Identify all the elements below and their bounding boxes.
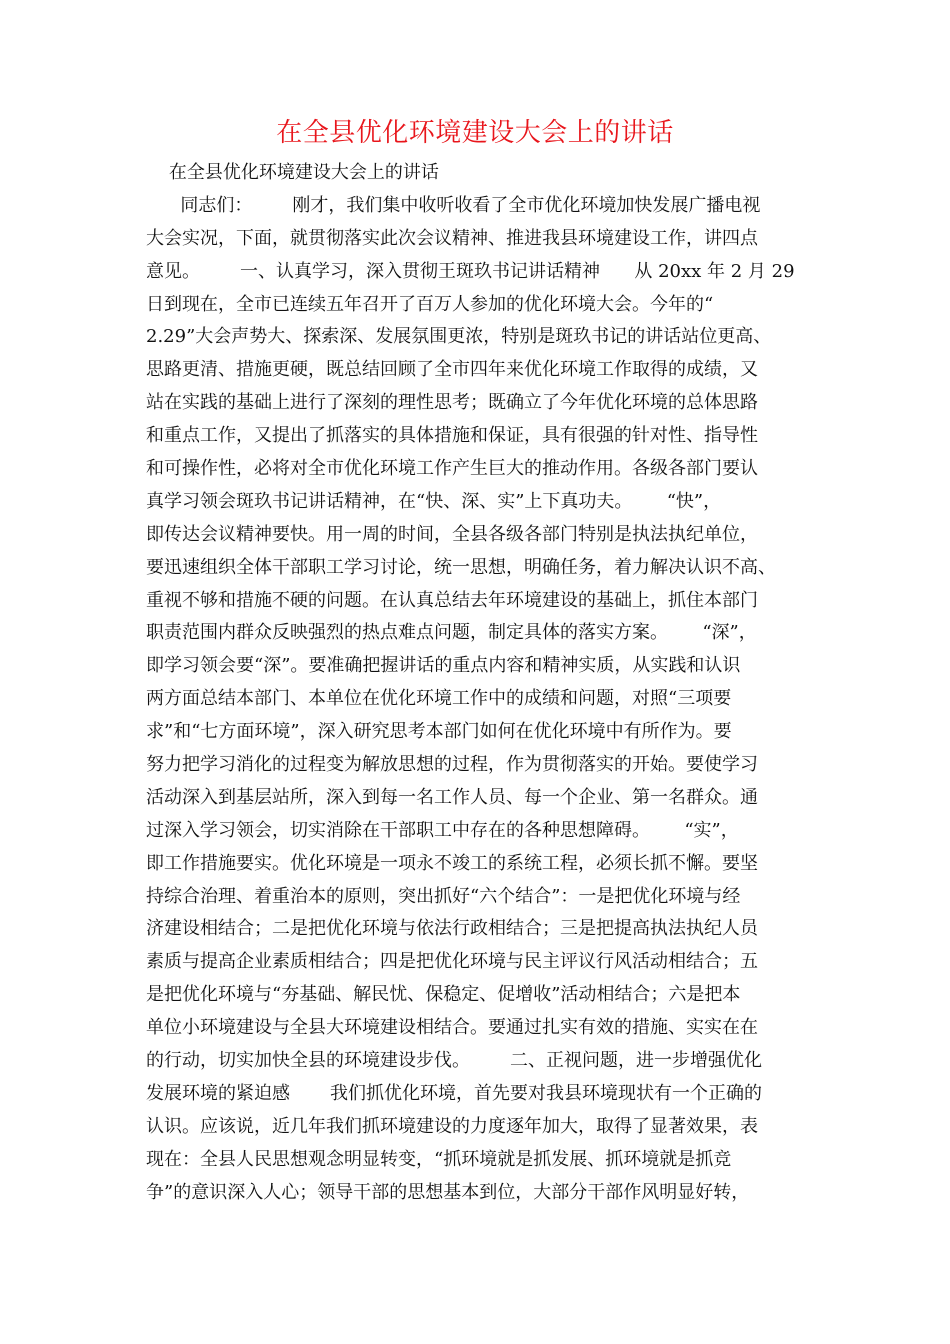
text-line: 求”和“七方面环境”，深入研究思考本部门如何在优化环境中有所作为。要 — [146, 721, 732, 743]
text-line: 站在实践的基础上进行了深刻的理性思考；既确立了今年优化环境的总体思路 — [146, 392, 758, 414]
text-line: 在全县优化环境建设大会上的讲话 — [146, 162, 439, 183]
text-line: 两方面总结本部门、本单位在优化环境工作中的成绩和问题，对照“三项要 — [146, 688, 732, 710]
text-line: 发展环境的紧迫感 我们抓优化环境，首先要对我县环境现状有一个正确的 — [146, 1082, 763, 1104]
text-line: 的行动，切实加快全县的环境建设步伐。 二、正视问题，进一步增强优化 — [146, 1050, 763, 1072]
text-line: 意见。 一、认真学习，深入贯彻王斑玖书记讲话精神 从 20xx 年 2 月 29 — [146, 260, 795, 282]
text-line: 济建设相结合；二是把优化环境与依法行政相结合；三是把提高执法执纪人员 — [146, 918, 758, 940]
text-line: 真学习领会斑玖书记讲话精神，在“快、深、实”上下真功夫。 “快”， — [146, 490, 722, 512]
text-line: 即学习领会要“深”。要准确把握讲话的重点内容和精神实质，从实践和认识 — [146, 655, 741, 677]
text-line: 同志们： 刚才，我们集中收听收看了全市优化环境加快发展广播电视 — [146, 194, 761, 216]
text-line: 活动深入到基层站所，深入到每一名工作人员、每一个企业、第一名群众。通 — [146, 786, 758, 808]
text-line: 2.29”大会声势大、探索深、发展氛围更浓，特别是斑玖书记的讲话站位更高、 — [146, 326, 772, 348]
document-body — [146, 157, 810, 1210]
text-line: 认识。应该说，近几年我们抓环境建设的力度逐年加大，取得了显著效果，表 — [146, 1115, 758, 1137]
text-line: 努力把学习消化的过程变为解放思想的过程，作为贯彻落实的开始。要使学习 — [146, 754, 758, 776]
text-line: 思路更清、措施更硬，既总结回顾了全市四年来优化环境工作取得的成绩，又 — [146, 359, 758, 381]
text-line: 是把优化环境与“夯基础、解民忧、保稳定、促增收”活动相结合；六是把本 — [146, 984, 741, 1006]
text-line: 持综合治理、着重治本的原则，突出抓好“六个结合”：一是把优化环境与经 — [146, 885, 741, 907]
text-line: 争”的意识深入人心；领导干部的思想基本到位，大部分干部作风明显好转， — [146, 1181, 750, 1203]
text-line: 重视不够和措施不硬的问题。在认真总结去年环境建设的基础上，抓住本部门 — [146, 589, 758, 611]
text-line: 单位小环境建设与全县大环境建设相结合。要通过扎实有效的措施、实实在在 — [146, 1017, 758, 1039]
text-line: 要迅速组织全体干部职工学习讨论，统一思想，明确任务，着力解决认识不高、 — [146, 556, 776, 578]
text-line: 日到现在，全市已连续五年召开了百万人参加的优化环境大会。今年的“ — [146, 293, 714, 315]
text-line: 职责范围内群众反映强烈的热点难点问题，制定具体的落实方案。 “深”， — [146, 622, 757, 644]
document-title: 在全县优化环境建设大会上的讲话 — [276, 118, 674, 148]
text-line: 素质与提高企业素质相结合；四是把优化环境与民主评议行风活动相结合；五 — [146, 951, 758, 973]
text-line: 大会实况，下面，就贯彻落实此次会议精神、推进我县环境建设工作，讲四点 — [146, 227, 758, 249]
text-line: 和可操作性，必将对全市优化环境工作产生巨大的推动作用。各级各部门要认 — [146, 458, 758, 480]
text-line: 和重点工作，又提出了抓落实的具体措施和保证，具有很强的针对性、指导性 — [146, 425, 758, 447]
text-line: 现在：全县人民思想观念明显转变，“抓环境就是抓发展、抓环境就是抓竞 — [146, 1148, 732, 1170]
text-line: 即工作措施要实。优化环境是一项永不竣工的系统工程，必须长抓不懈。要坚 — [146, 852, 758, 874]
text-line: 过深入学习领会，切实消除在干部职工中存在的各种思想障碍。 “实”， — [146, 819, 739, 841]
text-line: 即传达会议精神要快。用一周的时间，全县各级各部门特别是执法执纪单位， — [146, 523, 758, 545]
